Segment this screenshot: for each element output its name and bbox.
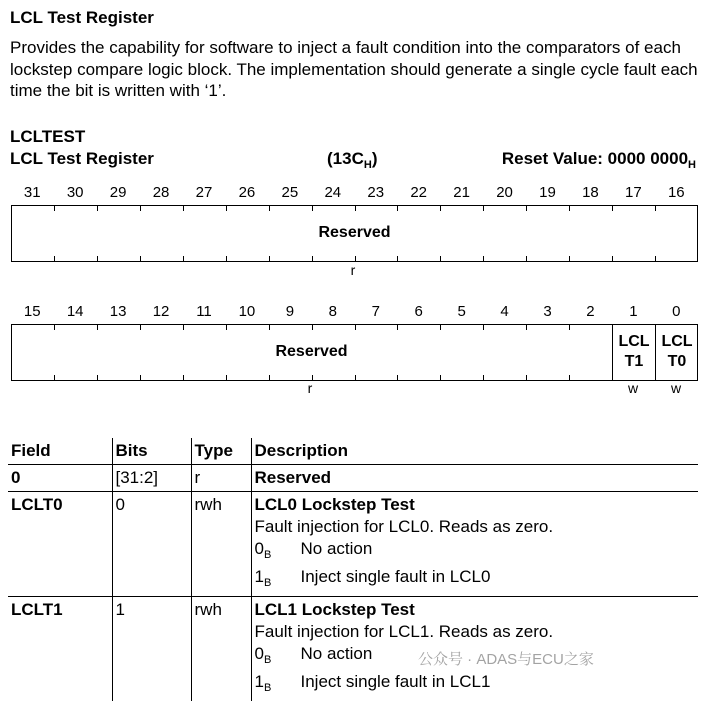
row-field: 0 bbox=[8, 465, 112, 492]
bit-tick bbox=[440, 256, 441, 262]
row-description: Reserved bbox=[251, 465, 698, 492]
lower-reserved-access: r bbox=[300, 380, 320, 396]
bit-number: 10 bbox=[226, 303, 269, 320]
table-row bbox=[8, 492, 698, 597]
bit-tick bbox=[269, 205, 270, 211]
row-bits: [31:2] bbox=[112, 465, 191, 492]
bit-tick bbox=[526, 256, 527, 262]
bit-tick bbox=[226, 256, 227, 262]
table-row bbox=[8, 465, 698, 492]
upper-reserved-label: Reserved bbox=[11, 224, 698, 242]
bit-number: 11 bbox=[183, 303, 226, 320]
row-bits: 0 bbox=[112, 492, 191, 597]
bit-tick bbox=[526, 375, 527, 381]
bit-number: 25 bbox=[269, 184, 312, 201]
register-reset-value: Reset Value: 0000 $0000_H$ bbox=[502, 149, 696, 171]
enum-item: $1_B$ Inject single fault in LCL1 bbox=[255, 671, 696, 699]
bit-tick bbox=[483, 205, 484, 211]
upper-access: r bbox=[343, 262, 363, 278]
lclt0-access: w bbox=[666, 380, 686, 396]
header-bits: Bits bbox=[112, 438, 191, 465]
bit-tick bbox=[355, 324, 356, 330]
bit-number: 1 bbox=[612, 303, 655, 320]
bit-tick bbox=[397, 256, 398, 262]
bit-tick bbox=[269, 375, 270, 381]
bit-tick bbox=[526, 205, 527, 211]
bit-number: 16 bbox=[655, 184, 698, 201]
bit-number: 13 bbox=[97, 303, 140, 320]
bit-number: 28 bbox=[140, 184, 183, 201]
row-title: LCL0 Lockstep Test bbox=[255, 494, 696, 516]
row-field: LCLT1 bbox=[8, 597, 112, 701]
bit-tick bbox=[97, 205, 98, 211]
bit-number: 12 bbox=[140, 303, 183, 320]
bit-tick bbox=[440, 375, 441, 381]
field-table bbox=[8, 438, 698, 701]
row-description bbox=[251, 492, 698, 597]
bit-tick bbox=[226, 375, 227, 381]
register-description: Provides the capability for software to inject a fault condition into the comparators of each lockstep compare logic block. The implementation should generate a single cycle fault each time the bit is written with ‘1’. bbox=[10, 37, 710, 102]
bit-tick bbox=[269, 256, 270, 262]
bit-number: 2 bbox=[569, 303, 612, 320]
bit-tick bbox=[269, 324, 270, 330]
bit-tick bbox=[397, 205, 398, 211]
bit-tick bbox=[355, 205, 356, 211]
bit-tick bbox=[397, 324, 398, 330]
row-bits: 1 bbox=[112, 597, 191, 701]
bit-tick bbox=[569, 205, 570, 211]
table-row bbox=[8, 597, 698, 701]
row-type: rwh bbox=[191, 597, 251, 701]
bit-tick bbox=[312, 324, 313, 330]
table-header-row bbox=[8, 438, 698, 465]
bit-tick bbox=[526, 324, 527, 330]
bit-tick bbox=[54, 324, 55, 330]
bit-number: 24 bbox=[312, 184, 355, 201]
lclt1-field-label: LCL T1 bbox=[613, 332, 655, 372]
header-field: Field bbox=[8, 438, 112, 465]
register-long-name: LCL Test Register bbox=[10, 149, 154, 169]
bit-number: 30 bbox=[54, 184, 97, 201]
bit-tick bbox=[183, 324, 184, 330]
bit-tick bbox=[483, 256, 484, 262]
bit-tick bbox=[226, 205, 227, 211]
bit-number: 23 bbox=[355, 184, 398, 201]
bit-number: 21 bbox=[440, 184, 483, 201]
bit-number: 9 bbox=[269, 303, 312, 320]
bit-tick bbox=[483, 375, 484, 381]
bit-tick bbox=[355, 375, 356, 381]
bit-number: 20 bbox=[483, 184, 526, 201]
bit-number: 8 bbox=[312, 303, 355, 320]
row-text: Fault injection for LCL1. Reads as zero. bbox=[255, 621, 696, 643]
bit-number: 29 bbox=[97, 184, 140, 201]
lclt1-access: w bbox=[623, 380, 643, 396]
row-text: Fault injection for LCL0. Reads as zero. bbox=[255, 516, 696, 538]
page-heading: LCL Test Register bbox=[10, 8, 154, 28]
bit-tick bbox=[655, 205, 656, 211]
bit-tick bbox=[612, 256, 613, 262]
bit-tick bbox=[226, 324, 227, 330]
bit-number: 14 bbox=[54, 303, 97, 320]
lclt0-field-label: LCL T0 bbox=[656, 332, 698, 372]
bit-tick bbox=[440, 324, 441, 330]
enum-item: $0_B$ No action bbox=[255, 643, 696, 671]
bit-tick bbox=[312, 256, 313, 262]
bit-tick bbox=[569, 256, 570, 262]
bit-tick bbox=[183, 375, 184, 381]
register-short-name: LCLTEST bbox=[10, 127, 85, 147]
bit-tick bbox=[312, 205, 313, 211]
lower-reserved-label: Reserved bbox=[11, 343, 612, 361]
bit-number: 22 bbox=[397, 184, 440, 201]
bit-number: 0 bbox=[655, 303, 698, 320]
enum-item: $0_B$ No action bbox=[255, 538, 696, 566]
bit-number: 18 bbox=[569, 184, 612, 201]
bit-tick bbox=[183, 205, 184, 211]
bit-tick bbox=[97, 324, 98, 330]
bit-tick bbox=[54, 205, 55, 211]
bit-number: 3 bbox=[526, 303, 569, 320]
bit-tick bbox=[655, 256, 656, 262]
bit-number: 19 bbox=[526, 184, 569, 201]
register-offset: $(13C_H)$ bbox=[327, 149, 377, 171]
bit-tick bbox=[97, 256, 98, 262]
enum-item: $1_B$ Inject single fault in LCL0 bbox=[255, 566, 696, 594]
header-description: Description bbox=[251, 438, 698, 465]
header-type: Type bbox=[191, 438, 251, 465]
bit-tick bbox=[183, 256, 184, 262]
bit-tick bbox=[140, 375, 141, 381]
bit-tick bbox=[54, 256, 55, 262]
bit-tick bbox=[569, 324, 570, 330]
bit-tick bbox=[397, 375, 398, 381]
bit-tick bbox=[569, 375, 570, 381]
row-type: rwh bbox=[191, 492, 251, 597]
bit-number: 17 bbox=[612, 184, 655, 201]
bit-number: 7 bbox=[355, 303, 398, 320]
bit-number: 26 bbox=[226, 184, 269, 201]
row-field: LCLT0 bbox=[8, 492, 112, 597]
bit-tick bbox=[97, 375, 98, 381]
bit-tick bbox=[140, 324, 141, 330]
bit-tick bbox=[612, 205, 613, 211]
bit-tick bbox=[54, 375, 55, 381]
bit-tick bbox=[440, 205, 441, 211]
bit-number: 27 bbox=[183, 184, 226, 201]
bit-number: 15 bbox=[11, 303, 54, 320]
bit-number: 5 bbox=[440, 303, 483, 320]
row-type: r bbox=[191, 465, 251, 492]
watermark: 公众号 · ADAS与ECU之家 bbox=[418, 648, 594, 669]
row-title: LCL1 Lockstep Test bbox=[255, 599, 696, 621]
bit-number: 4 bbox=[483, 303, 526, 320]
bit-number: 31 bbox=[11, 184, 54, 201]
bit-tick bbox=[483, 324, 484, 330]
bit-number: 6 bbox=[397, 303, 440, 320]
bit-tick bbox=[140, 205, 141, 211]
bit-tick bbox=[140, 256, 141, 262]
